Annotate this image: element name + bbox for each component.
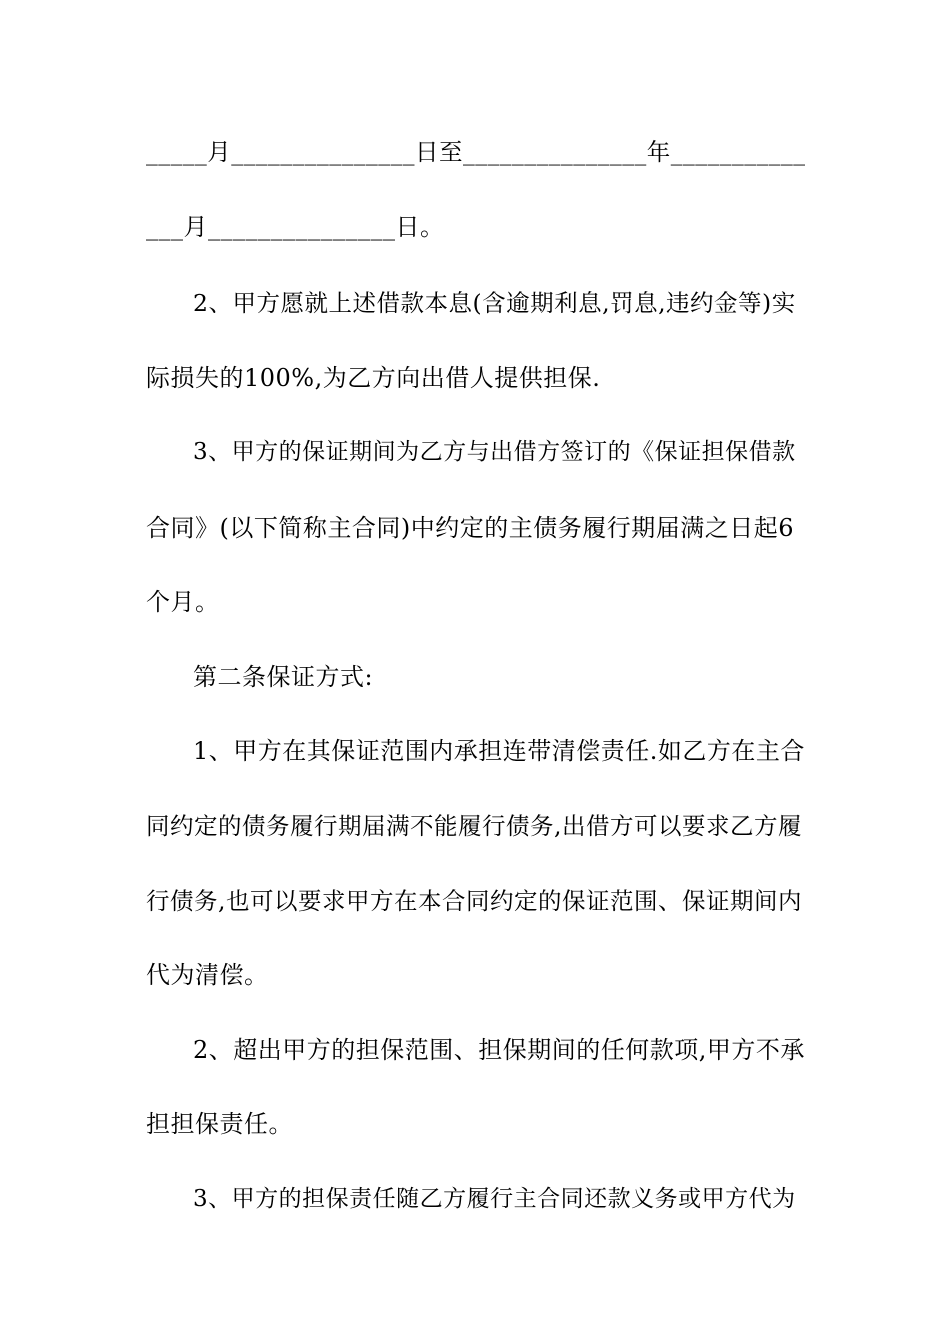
paragraph-line: 担担保责任。 [146,1110,293,1138]
paragraph-line: 1、甲方在其保证范围内承担连带清偿责任.如乙方在主合 [193,737,805,765]
day-to-label: 日至 [415,138,463,166]
paragraph-line: 行债务,也可以要求甲方在本合同约定的保证范围、保证期间内 [146,887,802,915]
paragraph-line: 个月。 [146,588,220,616]
paragraph-line: 2、超出甲方的担保范围、担保期间的任何款项,甲方不承 [193,1036,805,1064]
blank-field: _______________ [231,138,415,166]
blank-field: ___________ [670,138,806,166]
day-end-label: 日。 [395,213,445,241]
paragraph-line: 际损失的100%,为乙方向出借人提供担保. [146,364,601,392]
paragraph-line: 同约定的债务履行期届满不能履行债务,出借方可以要求乙方履 [146,812,802,840]
paragraph-line: 合同》(以下简称主合同)中约定的主债务履行期届满之日起6 [146,514,794,542]
month-label: 月 [207,138,232,166]
year-label: 年 [646,138,671,166]
paragraph-line: 3、甲方的担保责任随乙方履行主合同还款义务或甲方代为 [193,1186,796,1212]
section-heading: 第二条保证方式: [193,663,374,691]
date-range-line-2 [146,212,806,242]
blank-field: _______________ [208,213,396,241]
blank-field: ___ [146,213,184,241]
paragraph-line: 2、甲方愿就上述借款本息(含逾期利息,罚息,违约金等)实 [193,289,796,317]
date-range-line-1 [146,137,806,167]
month-label: 月 [183,213,208,241]
paragraph-line: 3、甲方的保证期间为乙方与出借方签订的《保证担保借款 [193,439,796,465]
blank-field: _______________ [463,138,647,166]
paragraph-line: 代为清偿。 [146,961,269,989]
blank-field: _____ [146,138,208,166]
